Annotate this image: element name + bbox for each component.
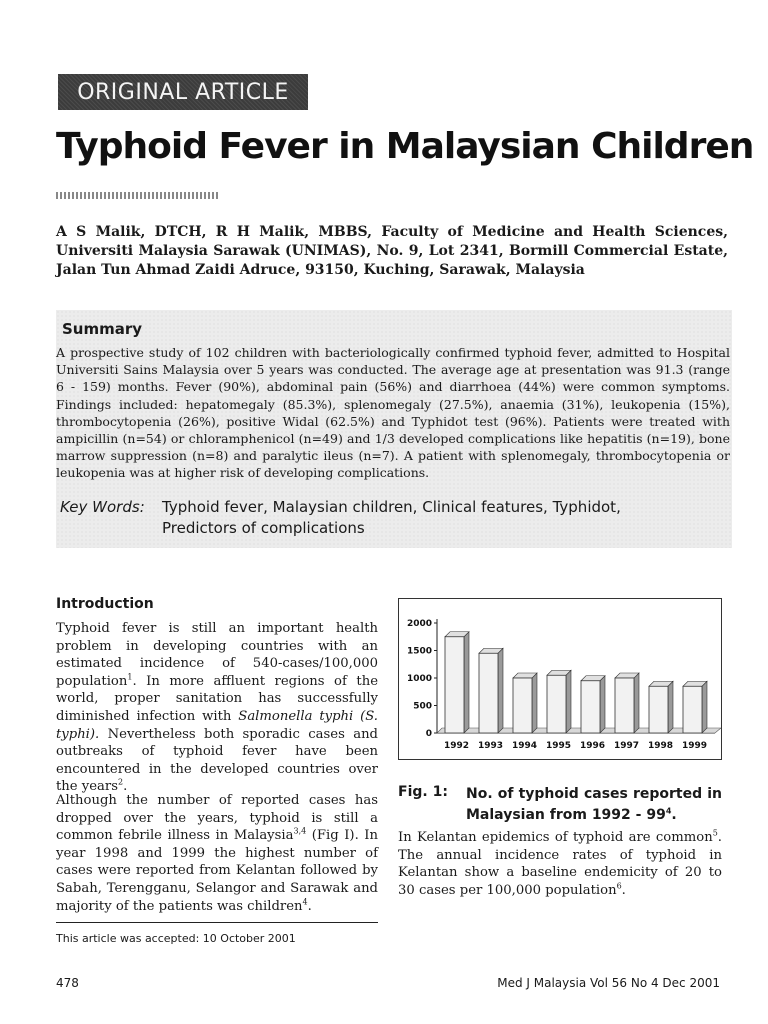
bar-side xyxy=(532,673,537,733)
species-name: Salmonella typhi (S. typhi). xyxy=(56,708,378,742)
bar-1998 xyxy=(649,686,668,733)
y-tick-label: 500 xyxy=(413,701,432,712)
bar-1996 xyxy=(581,681,600,733)
bar-1993 xyxy=(479,653,498,733)
text-run: . In more affluent regions of the world, proper sanitation has successfully diminished infection with xyxy=(56,673,378,724)
keywords-line-2: Predictors of complications xyxy=(162,519,365,537)
text-run: . xyxy=(671,807,677,823)
citation: 5 xyxy=(712,828,718,838)
bar-side xyxy=(498,648,503,733)
citation: 4 xyxy=(665,806,672,816)
x-tick-label: 1996 xyxy=(579,741,606,751)
bar-side xyxy=(634,673,639,733)
introduction-heading: Introduction xyxy=(56,596,154,612)
intro-paragraph-2 xyxy=(56,792,378,915)
citation: 4 xyxy=(302,897,308,907)
text-run: Typhoid fever is still an important health problem in developing countries with an estimated incidence of 540-cases/100,000 population xyxy=(56,621,378,689)
bar-side xyxy=(600,676,605,733)
citation: 1 xyxy=(127,672,133,682)
text-run: . The annual incidence rates of typhoid in Kelantan show a baseline endemicity of 20 to 30 cases per 100,000 population xyxy=(398,830,722,898)
x-tick-label: 1999 xyxy=(681,741,708,751)
bar-side xyxy=(702,681,707,733)
y-tick-label: 2000 xyxy=(406,619,432,629)
article-type-banner xyxy=(58,74,308,110)
keywords-label: Key Words: xyxy=(60,498,145,516)
footnote-rule xyxy=(56,922,378,923)
intro-paragraph-3 xyxy=(398,829,722,899)
y-tick-label: 0 xyxy=(425,729,432,739)
summary-text: A prospective study of 102 children with bacteriologically confirmed typhoid fever, admitted to Hospital Universiti Sains Malaysia over 5 years was conducted. The average age at presentation was 91.3 (range 6 - 159) months. Fever (90%), abdominal pain (56%) and diarrhoea (44%) were common symptoms. Findings included: hepatomegaly (85.3%), splenomegaly (27.5%), anaemia (31%), leukopenia (15%), thrombocytopenia (26%), positive Widal (62.5%) and Typhidot test (96%). Patients were treated with ampicillin (n=54) or chloramphenicol (n=49) and 1/3 developed complications like hepatitis (n=19), bone marrow suppression (n=8) and paralytic ileus (n=7). A patient with splenomegaly, thrombocytopenia or leukopenia was at higher risk of developing complications. xyxy=(56,345,730,481)
text-run: No. of typhoid cases reported in Malaysian from 1992 - 99 xyxy=(466,786,722,823)
bar-1992 xyxy=(445,637,464,733)
bar-1999 xyxy=(683,686,702,733)
text-run: Although the number of reported cases has dropped over the years, typhoid is still a common febrile illness in Malaysia xyxy=(56,793,378,844)
y-tick-label: 1000 xyxy=(406,674,432,684)
text-run: (Fig I). In year 1998 and 1999 the highest number of cases were reported from Kelantan followed by Sabah, Terengganu, Selangor and Sarawak and majority of the patients was children xyxy=(56,828,378,914)
text-run: . xyxy=(621,882,626,898)
decorative-dotted-rule xyxy=(56,192,220,199)
x-tick-label: 1992 xyxy=(443,741,470,751)
citation: 2 xyxy=(117,777,124,787)
bar-side xyxy=(668,681,673,733)
keywords-line-1: Typhoid fever, Malaysian children, Clinical features, Typhidot, xyxy=(162,498,621,516)
page-number: 478 xyxy=(56,976,79,990)
bar-1997 xyxy=(615,678,634,733)
x-tick-label: 1994 xyxy=(511,741,538,751)
summary-heading: Summary xyxy=(62,320,143,338)
x-tick-label: 1998 xyxy=(647,741,674,751)
y-tick-label: 1500 xyxy=(406,646,432,657)
figure-1-chart xyxy=(398,598,722,760)
author-affiliations: A S Malik, DTCH, R H Malik, MBBS, Faculty of Medicine and Health Sciences, Universiti Malaysia Sarawak (UNIMAS), No. 9, Lot 2341, Bormill Commercial Estate, Jalan Tun Ahmad Zaidi Adruce, 93150, Kuching, Sarawak, Malaysia xyxy=(56,224,728,278)
intro-paragraph-1 xyxy=(56,620,378,796)
bar-side xyxy=(566,670,571,733)
x-tick-label: 1997 xyxy=(613,741,640,751)
article-title: Typhoid Fever in Malaysian Children xyxy=(56,126,754,167)
bar-1995 xyxy=(547,675,566,733)
citation: 3,4 xyxy=(293,826,307,836)
text-run: Nevertheless both sporadic cases and outbreaks of typhoid fever have been encountered in the developed countries over the years xyxy=(56,726,378,795)
acceptance-footnote: This article was accepted: 10 October 2001 xyxy=(56,932,296,945)
bar-chart xyxy=(399,599,721,759)
bar-side xyxy=(464,632,469,733)
article-type-label: ORIGINAL ARTICLE xyxy=(77,79,289,105)
citation: 6 xyxy=(616,881,622,891)
text-run: . xyxy=(123,779,128,795)
bar-1994 xyxy=(513,678,532,733)
x-tick-label: 1993 xyxy=(477,741,504,751)
journal-reference: Med J Malaysia Vol 56 No 4 Dec 2001 xyxy=(497,976,720,990)
text-run: . xyxy=(307,898,312,914)
x-tick-label: 1995 xyxy=(545,741,572,751)
figure-caption xyxy=(466,784,722,826)
text-run: In Kelantan epidemics of typhoid are common xyxy=(398,830,713,845)
figure-label: Fig. 1: xyxy=(398,784,448,800)
